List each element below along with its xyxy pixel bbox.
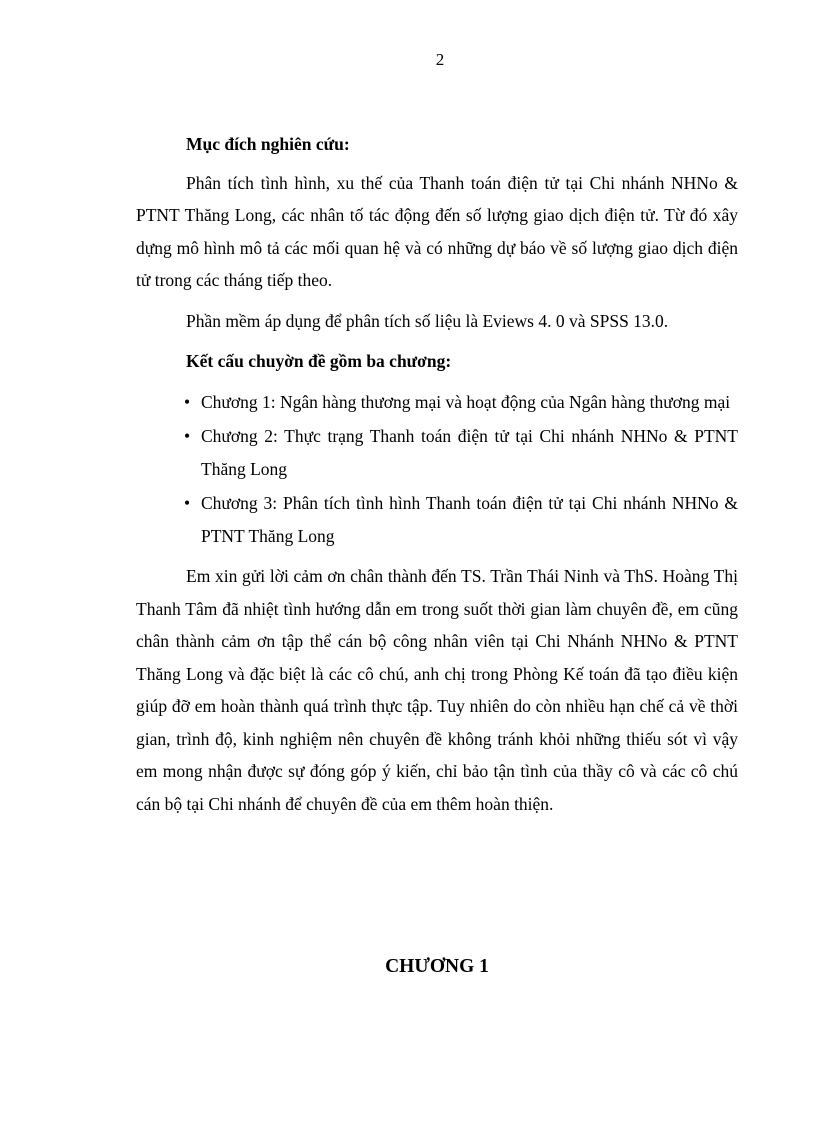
chapter-2-text: Chương 2: Thực trạng Thanh toán điện tử tại Chi nhánh NHNo & PTNT Thăng Long — [201, 426, 738, 479]
chapter-1-text: Chương 1: Ngân hàng thương mại và hoạt động của Ngân hàng thương mại — [201, 391, 731, 412]
purpose-paragraph: Phân tích tình hình, xu thế của Thanh toán điện tử tại Chi nhánh NHNo & PTNT Thăng Long, các nhân tố tác động đến số lượng giao dịch điện tử. Từ đó xây dựng mô hình mô tả các mối quan hệ và có những dự báo về số lượng giao dịch điện tử trong các tháng tiếp theo. — [136, 172, 738, 290]
chapter-title: CHƯƠNG 1 — [385, 956, 489, 977]
structure-heading: Kết cấu chuyờn đề gồm ba chương: — [186, 351, 452, 371]
bullet-icon: • — [184, 426, 191, 446]
bullet-icon: • — [184, 391, 191, 412]
document-body — [136, 128, 738, 820]
list-item — [136, 386, 738, 419]
list-item — [136, 420, 738, 485]
purpose-heading: Mục đích nghiên cứu: — [186, 134, 350, 154]
chapter-list — [136, 386, 738, 553]
bullet-icon: • — [184, 493, 191, 513]
acknowledgement-paragraph: Em xin gửi lời cảm ơn chân thành đến TS. Trần Thái Ninh và ThS. Hoàng Thị Thanh Tâm đã nhiệt tình hướng dẫn em trong suốt thời gian làm chuyên đề, em cũng chân thành cảm ơn tập thể cán bộ công nhân viên tại Chi Nhánh NHNo & PTNT Thăng Long và đặc biệt là các cô chú, anh chị trong Phòng Kế toán đã tạo điều kiện giúp đỡ em hoàn thành quá trình thực tập. Tuy nhiên do còn nhiều hạn chế cả về thời gian, trình độ, kinh nghiệm nên chuyên đề không tránh khỏi những thiếu sót vì vậy em mong nhận được sự đóng góp ý kiến, chỉ bảo tận tình của thầy cô và các cô chú cán bộ tại Chi nhánh để chuyên đề của em thêm hoàn thiện. — [136, 566, 738, 814]
software-paragraph: Phần mềm áp dụng để phân tích số liệu là Eviews 4. 0 và SPSS 13.0. — [186, 310, 669, 331]
list-item — [136, 487, 738, 552]
chapter-3-text: Chương 3: Phân tích tình hình Thanh toán điện tử tại Chi nhánh NHNo & PTNT Thăng Long — [201, 493, 738, 546]
page-number: 2 — [435, 50, 445, 69]
